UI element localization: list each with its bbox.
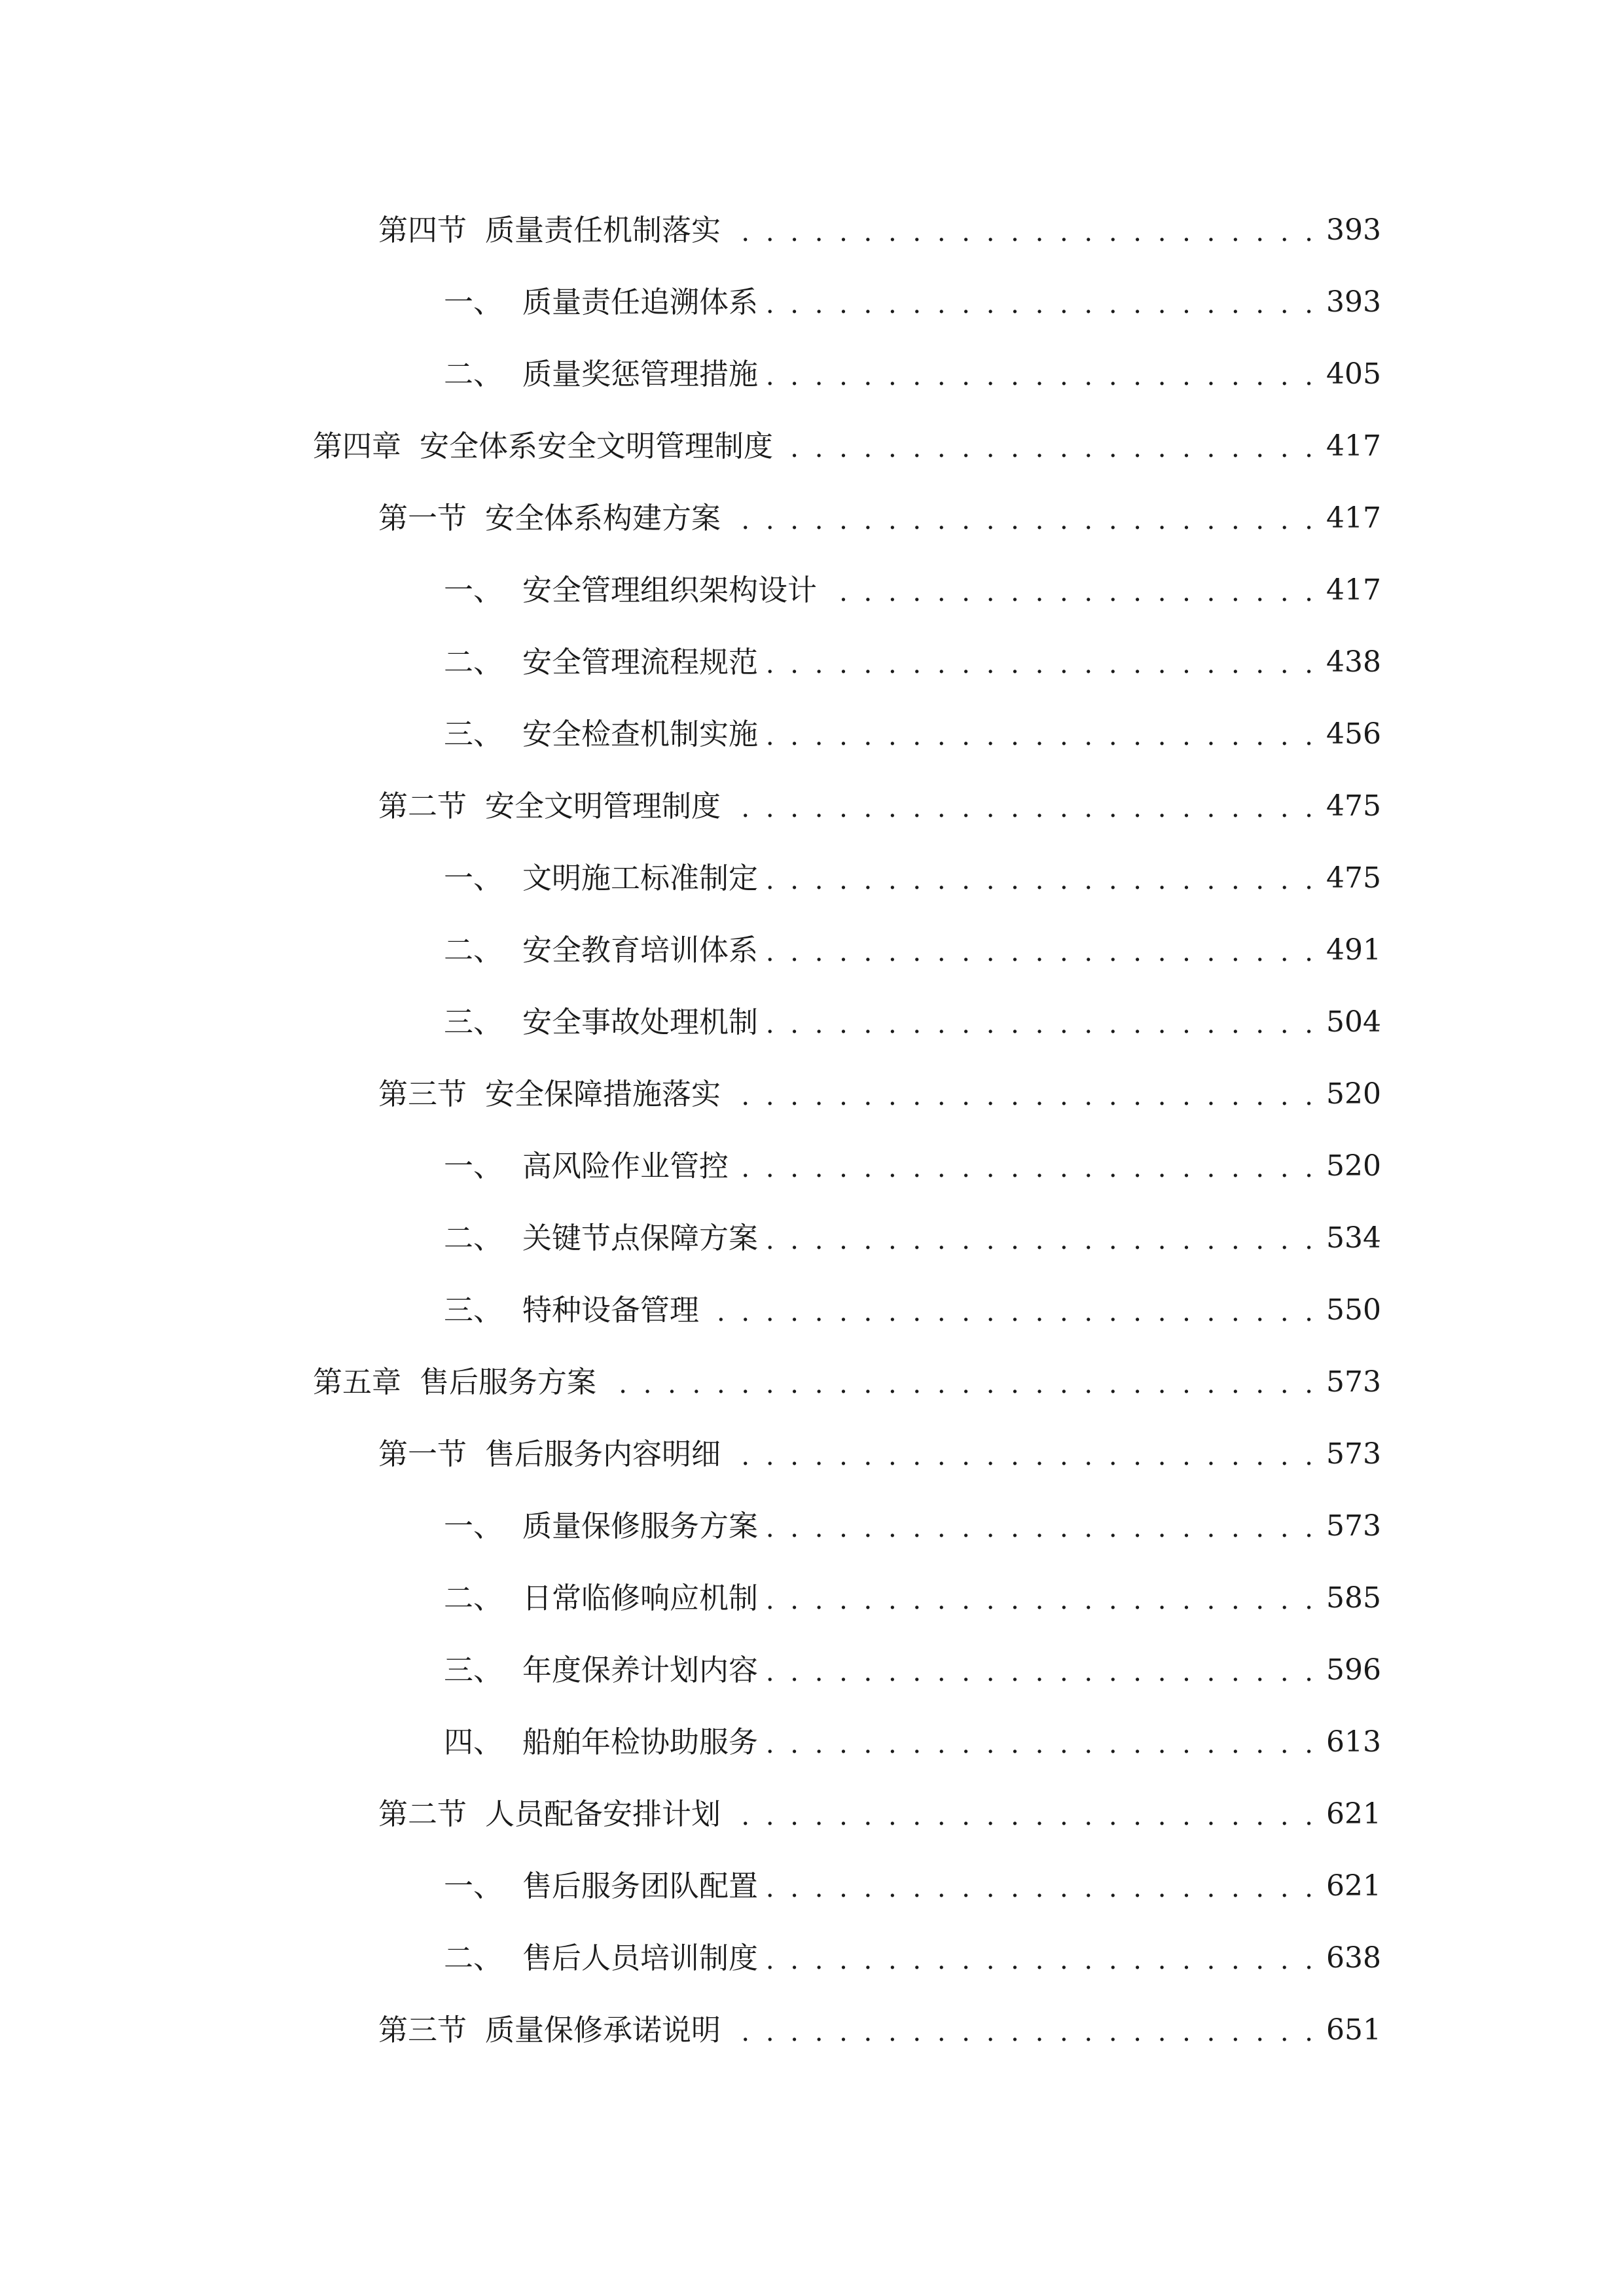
toc-page-number: 475	[1326, 789, 1381, 823]
toc-page-number: 438	[1326, 645, 1381, 679]
toc-label	[444, 1140, 729, 1193]
toc-page-number: 534	[1326, 1221, 1381, 1255]
toc-label	[378, 1428, 721, 1480]
dot-leader	[727, 1428, 1317, 1480]
dot-leader	[735, 1140, 1317, 1193]
dot-leader	[727, 1788, 1317, 1840]
toc-number: 二、	[444, 357, 503, 391]
toc-entry[interactable]	[378, 1068, 1381, 1121]
dot-leader	[765, 708, 1317, 761]
toc-number: 二、	[444, 1221, 503, 1255]
toc-page-number: 573	[1326, 1437, 1381, 1471]
dot-leader	[727, 2004, 1317, 2056]
toc-title: 安全事故处理机制	[522, 1005, 759, 1039]
toc-label	[378, 1068, 721, 1121]
toc-label	[444, 1572, 758, 1624]
toc-number: 四、	[444, 1725, 503, 1759]
dot-leader	[727, 204, 1317, 257]
toc-page-number: 475	[1326, 861, 1381, 895]
toc-title: 质量责任追溯体系	[522, 285, 759, 319]
toc-title: 安全教育培训体系	[522, 933, 759, 967]
toc-entry[interactable]	[444, 1212, 1381, 1265]
toc-entry[interactable]	[444, 276, 1381, 329]
toc-title: 质量保修服务方案	[522, 1509, 759, 1543]
toc-number: 一、	[444, 285, 503, 319]
toc-title: 日常临修响应机制	[522, 1581, 759, 1615]
toc-label	[444, 1644, 758, 1696]
toc-label	[444, 348, 758, 401]
toc-title: 人员配备安排计划	[485, 1797, 721, 1831]
toc-label	[444, 636, 758, 689]
toc-number: 一、	[444, 861, 503, 895]
toc-label	[444, 1500, 758, 1552]
toc-page-number: 393	[1326, 213, 1381, 247]
toc-page-number: 585	[1326, 1581, 1381, 1615]
dot-leader	[765, 996, 1317, 1049]
toc-entry[interactable]	[444, 1284, 1381, 1336]
toc-page-number: 613	[1326, 1725, 1381, 1759]
toc-number: 第一节	[378, 1437, 467, 1471]
toc-page-number: 491	[1326, 933, 1381, 967]
toc-title: 安全体系构建方案	[485, 501, 721, 535]
toc-entry[interactable]	[444, 1500, 1381, 1552]
dot-leader	[823, 564, 1317, 617]
toc-title: 安全保障措施落实	[485, 1077, 721, 1111]
toc-entry[interactable]	[444, 852, 1381, 905]
toc-label	[313, 420, 773, 473]
toc-number: 二、	[444, 1581, 503, 1615]
toc-entry[interactable]	[444, 348, 1381, 401]
toc-page-number: 520	[1326, 1149, 1381, 1183]
toc-title: 高风险作业管控	[522, 1149, 729, 1183]
toc-number: 第五章	[313, 1365, 402, 1399]
toc-label	[444, 1212, 758, 1265]
dot-leader	[765, 1932, 1317, 1984]
toc-number: 第一节	[378, 501, 467, 535]
toc-label	[444, 1716, 758, 1768]
toc-number: 三、	[444, 1293, 503, 1327]
dot-leader	[780, 420, 1317, 473]
toc-label	[444, 996, 758, 1049]
dot-leader	[727, 492, 1317, 545]
dot-leader	[765, 1860, 1317, 1912]
dot-leader	[765, 1644, 1317, 1696]
toc-page-number: 393	[1326, 285, 1381, 319]
toc-entry[interactable]	[444, 1644, 1381, 1696]
toc-label	[444, 564, 817, 617]
toc-title: 售后人员培训制度	[522, 1941, 759, 1975]
toc-title: 安全检查机制实施	[522, 717, 759, 751]
toc-label	[444, 1932, 758, 1984]
dot-leader	[765, 924, 1317, 977]
toc-title: 安全管理组织架构设计	[522, 573, 818, 607]
toc-entry[interactable]	[444, 996, 1381, 1049]
toc-entry[interactable]	[444, 1572, 1381, 1624]
toc-number: 三、	[444, 1005, 503, 1039]
toc-entry[interactable]	[444, 708, 1381, 761]
toc-label	[378, 1788, 721, 1840]
toc-label	[378, 2004, 721, 2056]
toc-label	[313, 1356, 596, 1408]
toc-page-number: 456	[1326, 717, 1381, 751]
toc-number: 三、	[444, 1653, 503, 1687]
dot-leader	[765, 852, 1317, 905]
toc-title: 售后服务方案	[420, 1365, 597, 1399]
dot-leader	[765, 636, 1317, 689]
toc-number: 第四节	[378, 213, 467, 247]
toc-title: 船舶年检协助服务	[522, 1725, 759, 1759]
toc-entry[interactable]	[444, 1932, 1381, 1984]
toc-page-number: 573	[1326, 1365, 1381, 1399]
toc-number: 第二节	[378, 789, 467, 823]
dot-leader	[603, 1356, 1317, 1408]
toc-entry[interactable]	[444, 1140, 1381, 1193]
dot-leader	[765, 348, 1317, 401]
toc-page-number: 621	[1326, 1797, 1381, 1831]
toc-number: 第三节	[378, 2013, 467, 2047]
toc-entry[interactable]	[378, 204, 1381, 257]
toc-entry[interactable]	[378, 780, 1381, 833]
toc-entry[interactable]	[378, 1788, 1381, 1840]
toc-page-number: 638	[1326, 1941, 1381, 1975]
dot-leader	[765, 1716, 1317, 1768]
toc-number: 二、	[444, 1941, 503, 1975]
toc-number: 第三节	[378, 1077, 467, 1111]
toc-title: 安全体系安全文明管理制度	[420, 429, 774, 463]
dot-leader	[727, 780, 1317, 833]
toc-number: 二、	[444, 645, 503, 679]
toc-number: 一、	[444, 1509, 503, 1543]
toc-title: 质量奖惩管理措施	[522, 357, 759, 391]
dot-leader	[765, 1212, 1317, 1265]
toc-page-number: 417	[1326, 429, 1381, 463]
toc-title: 售后服务内容明细	[485, 1437, 721, 1471]
toc-page-number: 417	[1326, 501, 1381, 535]
dot-leader	[765, 1500, 1317, 1552]
toc-entry[interactable]	[378, 492, 1381, 545]
toc-page-number: 573	[1326, 1509, 1381, 1543]
toc-label	[444, 276, 758, 329]
toc-entry[interactable]	[444, 1860, 1381, 1912]
toc-page-number: 520	[1326, 1077, 1381, 1111]
toc-number: 一、	[444, 573, 503, 607]
toc-label	[444, 1284, 699, 1336]
toc-title: 文明施工标准制定	[522, 861, 759, 895]
toc-label	[378, 492, 721, 545]
toc-page-number: 596	[1326, 1653, 1381, 1687]
toc-title: 质量保修承诺说明	[485, 2013, 721, 2047]
toc-entry[interactable]	[313, 420, 1381, 473]
toc-label	[444, 708, 758, 761]
toc-label	[444, 924, 758, 977]
toc-entry[interactable]	[444, 924, 1381, 977]
toc-title: 质量责任机制落实	[485, 213, 721, 247]
dot-leader	[765, 276, 1317, 329]
toc-number: 第二节	[378, 1797, 467, 1831]
toc-entry[interactable]	[444, 1716, 1381, 1768]
toc-page-number: 417	[1326, 573, 1381, 607]
toc-entry[interactable]	[378, 2004, 1381, 2056]
toc-title: 关键节点保障方案	[522, 1221, 759, 1255]
toc-label	[378, 204, 721, 257]
toc-label	[444, 1860, 758, 1912]
toc-page-number: 504	[1326, 1005, 1381, 1039]
toc-number: 第四章	[313, 429, 402, 463]
toc-title: 安全管理流程规范	[522, 645, 759, 679]
toc-number: 二、	[444, 933, 503, 967]
toc-entry[interactable]	[444, 564, 1381, 617]
toc-title: 年度保养计划内容	[522, 1653, 759, 1687]
toc-page-number: 405	[1326, 357, 1381, 391]
dot-leader	[765, 1572, 1317, 1624]
toc-number: 三、	[444, 717, 503, 751]
toc-label	[444, 852, 758, 905]
toc-title: 安全文明管理制度	[485, 789, 721, 823]
dot-leader	[727, 1068, 1317, 1121]
toc-number: 一、	[444, 1869, 503, 1903]
toc-entry[interactable]	[378, 1428, 1381, 1480]
toc-label	[378, 780, 721, 833]
toc-page-number: 550	[1326, 1293, 1381, 1327]
toc-entry[interactable]	[313, 1356, 1381, 1408]
toc-entry[interactable]	[444, 636, 1381, 689]
toc-title: 售后服务团队配置	[522, 1869, 759, 1903]
toc-page-number: 651	[1326, 2013, 1381, 2047]
toc-title: 特种设备管理	[522, 1293, 700, 1327]
toc-number: 一、	[444, 1149, 503, 1183]
toc-page-number: 621	[1326, 1869, 1381, 1903]
dot-leader	[706, 1284, 1317, 1336]
